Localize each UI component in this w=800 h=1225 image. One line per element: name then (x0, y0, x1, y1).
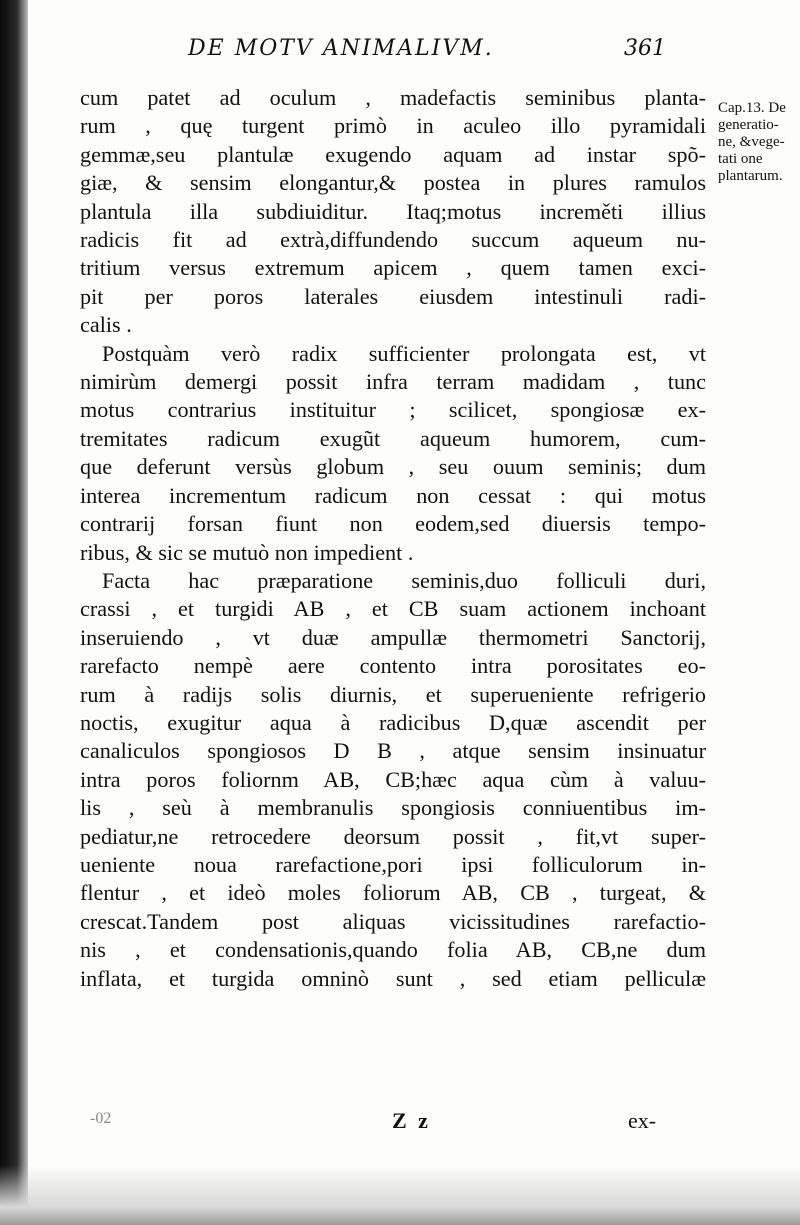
text-line: rum , quę turgent primò in aculeo illo pyramidali (80, 113, 706, 139)
text-line: motus contrarius instituitur ; scilicet, spongiosæ ex- (80, 397, 706, 423)
text-line: radicis fit ad extrà,diffundendo succum aqueum nu- (80, 227, 706, 253)
text-line: contrarij forsan fiunt non eodem,sed diuersis tempo- (80, 511, 706, 537)
text-line: nis , et condensationis,quando folia AB, CB,ne dum (80, 937, 706, 963)
text-line: plantula illa subdiuiditur. Itaq;motus increměti illius (80, 198, 706, 224)
marginal-note-line: tati one (718, 151, 763, 167)
text-line: tritium versus extremum apicem , quem tamen exci- (80, 255, 706, 281)
text-line: crassi , et turgidi AB , et CB suam actionem inchoant (80, 596, 706, 622)
main-text-block (80, 84, 706, 993)
text-line: tremitates radicum exugũt aqueum humorem, cum- (80, 425, 706, 451)
text-line: nimirùm demergi possit infra terram madidam , tunc (80, 369, 706, 395)
text-line: cum patet ad oculum , madefactis seminibus planta- (80, 85, 706, 110)
text-line: calis . (80, 312, 132, 338)
text-line: noctis, exugitur aqua à radicibus D,quæ ascendit per (80, 709, 706, 735)
text-line: giæ, & sensim elongantur,& postea in plures ramulos (80, 170, 706, 196)
paragraph-start-line: Facta hac præparatione seminis,duo folliculi duri, (102, 567, 706, 593)
paper-sheet (28, 0, 800, 1225)
text-line: canaliculos spongiosos D B , atque sensim insinuatur (80, 738, 706, 764)
paragraph-start-line: Postquàm verò radix sufficienter prolongata est, vt (102, 340, 706, 366)
text-line: que deferunt versùs globum , seu ouum seminis; dum (80, 454, 706, 480)
text-line: gemmæ,seu plantulæ exugendo aquam ad instar spõ- (80, 141, 706, 167)
text-line: interea incrementum radicum non cessat : qui motus (80, 482, 706, 508)
text-line: rarefacto nempè aere contento intra porositates eo- (80, 653, 706, 679)
binding-shadow (0, 0, 28, 1225)
signature-mark: Z z (392, 1108, 431, 1133)
marginal-note (718, 100, 800, 185)
marginal-note-line: Cap.13. De (718, 100, 786, 116)
catchword: ex- (628, 1108, 657, 1133)
text-line: flentur , et ideò moles foliorum AB, CB , turgeat, & (80, 880, 706, 906)
running-head: DE MOTV ANIMALIVM. (188, 36, 494, 61)
marginal-note-line: generatio- (718, 117, 779, 133)
text-line: intra poros foliornm AB, CB;hæc aqua cùm à valuu- (80, 766, 706, 792)
text-line: rum à radijs solis diurnis, et superueniente refrigerio (80, 681, 706, 707)
text-line: inflata, et turgida omninò sunt , sed etiam pelliculæ (80, 965, 706, 991)
marginal-note-line: ne, &vege- (718, 134, 785, 150)
page-number: 361 (624, 36, 666, 61)
stray-mark: -02 (90, 1110, 112, 1127)
bottom-shadow (0, 1165, 800, 1225)
text-line: lis , seù à membranulis spongiosis conniuentibus im- (80, 795, 706, 821)
text-line: pediatur,ne retrocedere deorsum possit , fit,vt super- (80, 823, 706, 849)
marginal-note-line: plantarum. (718, 168, 783, 184)
text-line: ribus, & sic se mutuò non impedient . (80, 539, 414, 565)
text-line: pit per poros laterales eiusdem intestinuli radi- (80, 283, 706, 309)
text-line: crescat.Tandem post aliquas vicissitudines rarefactio- (80, 908, 706, 934)
text-line: ueniente noua rarefactione,pori ipsi folliculorum in- (80, 851, 706, 877)
text-line: inseruiendo , vt duæ ampullæ thermometri Sanctorij, (80, 624, 706, 650)
